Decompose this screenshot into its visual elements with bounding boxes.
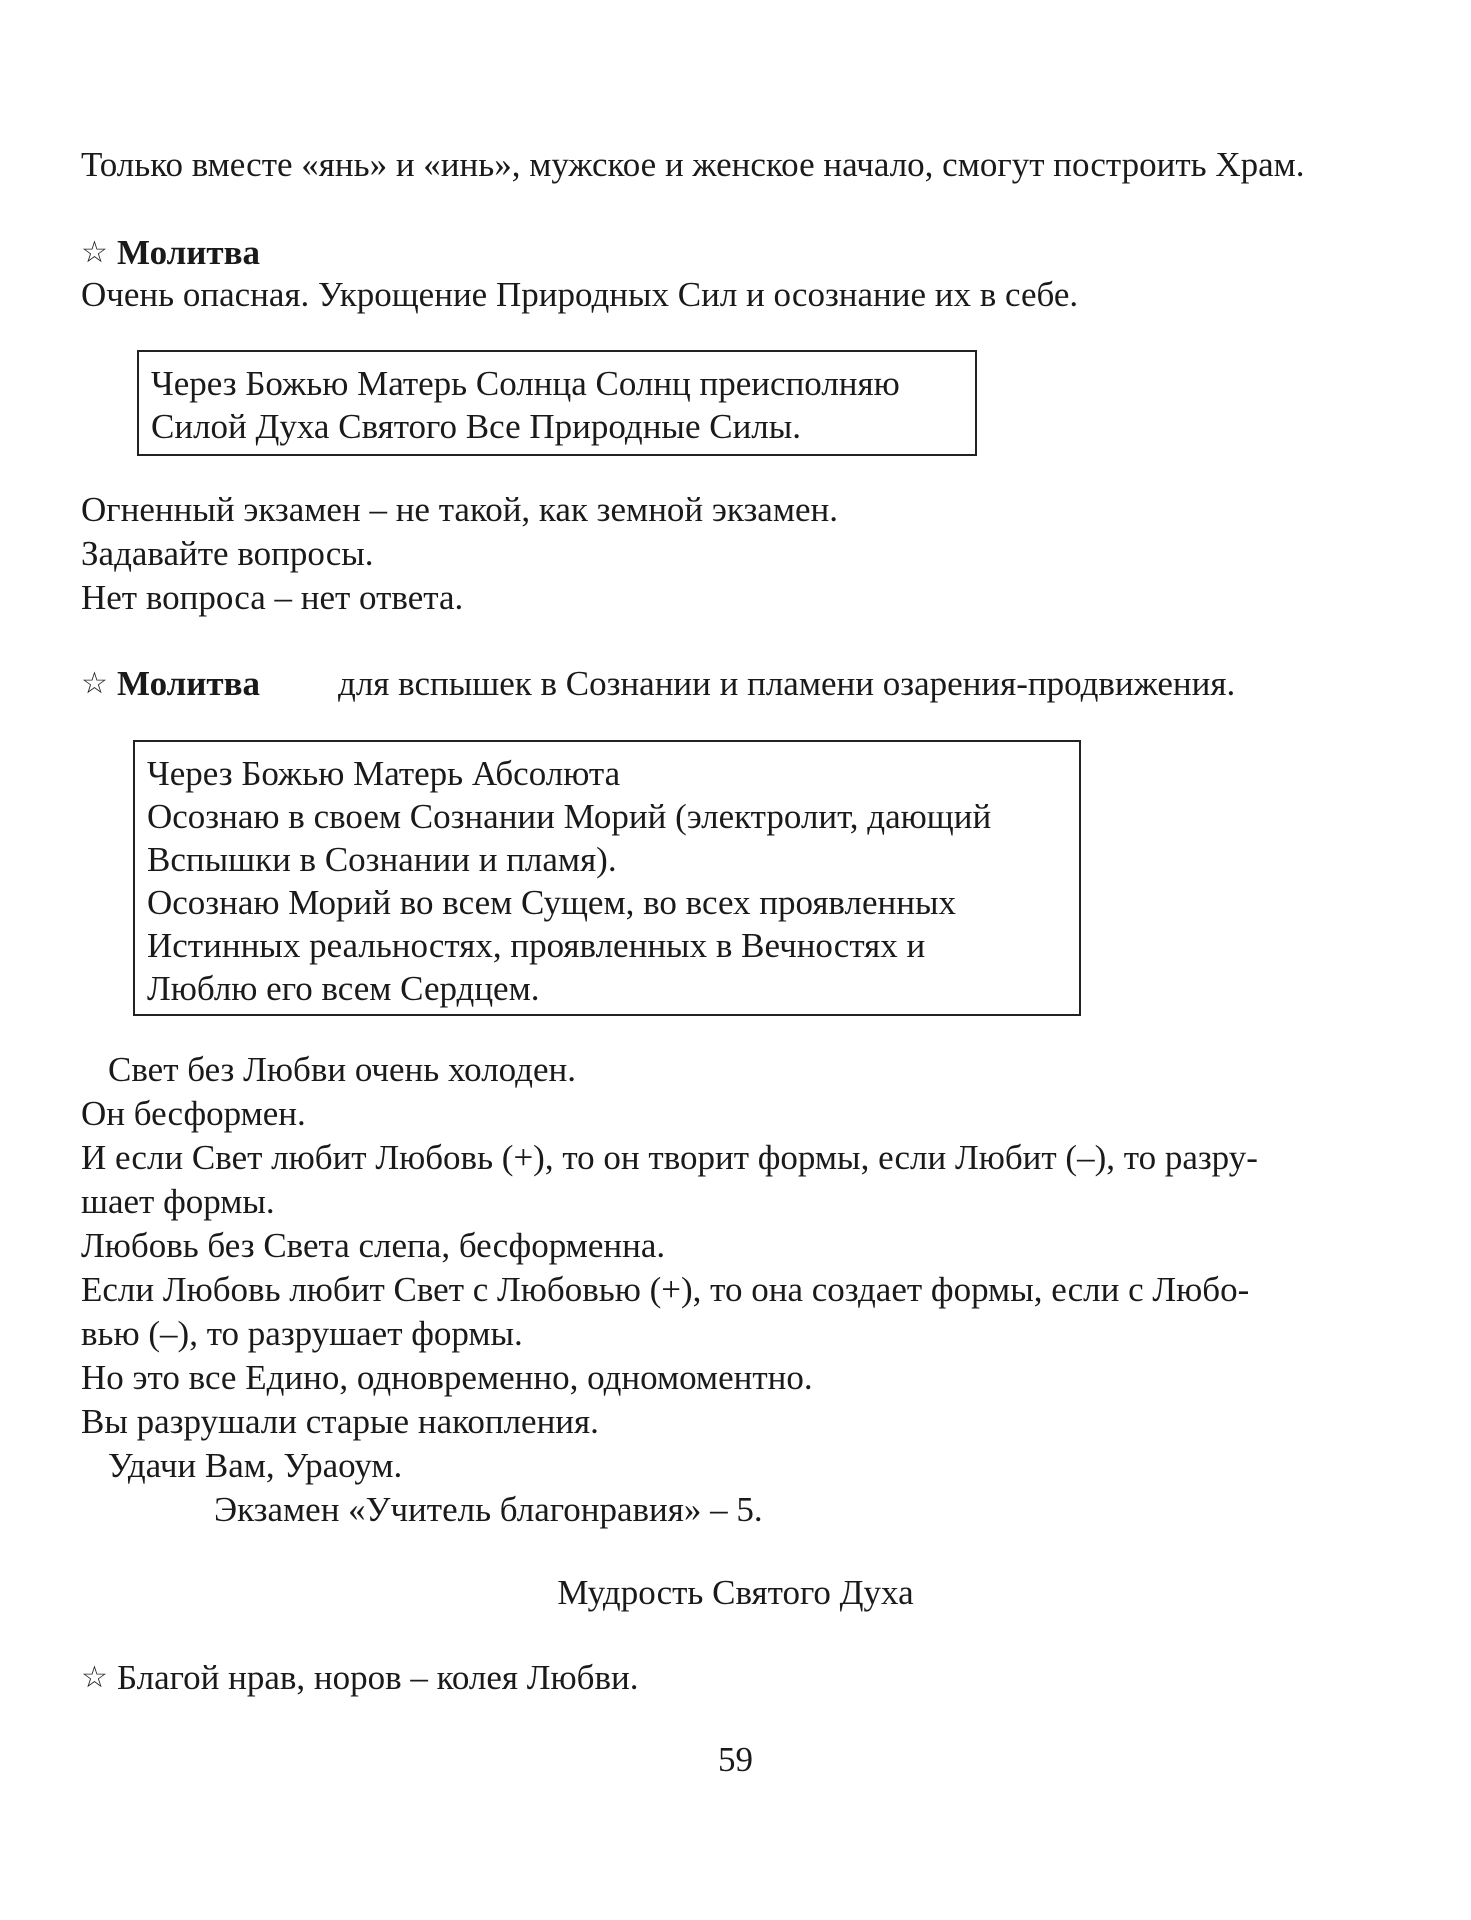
text-line: Огненный экзамен – не такой, как земной экзамен. bbox=[81, 490, 838, 529]
prayer-box-2-line: Истинных реальностях, проявленных в Вечностях и bbox=[147, 926, 926, 965]
star-icon: ☆ bbox=[81, 666, 108, 701]
prayer-box-2-line: Через Божью Матерь Абсолюта bbox=[147, 754, 621, 793]
prayer-box-2-line: Люблю его всем Сердцем. bbox=[147, 969, 540, 1008]
prayer-title-1: Молитва bbox=[117, 233, 261, 272]
prayer-heading-2 bbox=[81, 663, 1235, 705]
section-heading: Мудрость Святого Духа bbox=[557, 1573, 914, 1612]
prayer-box-2-line: Осознаю в своем Сознании Морий (электролит, дающий bbox=[147, 797, 992, 836]
star-icon: ☆ bbox=[81, 1660, 108, 1695]
prayer-box-1 bbox=[137, 350, 977, 456]
prayer-box-1-line: Силой Духа Святого Все Природные Силы. bbox=[151, 407, 802, 446]
prayer-description-1: Очень опасная. Укрощение Природных Сил и осознание их в себе. bbox=[81, 275, 1079, 314]
exam-label: Экзамен «Учитель благонравия» – 5. bbox=[214, 1490, 763, 1529]
text-line: И если Свет любит Любовь (+), то он творит формы, если Любит (–), то разру- bbox=[81, 1138, 1258, 1177]
text-line: Свет без Любви очень холоден. bbox=[108, 1050, 576, 1089]
prayer-box-2-line: Осознаю Морий во всем Сущем, во всех проявленных bbox=[147, 883, 956, 922]
list-item bbox=[81, 1657, 638, 1699]
prayer-heading-1 bbox=[81, 232, 260, 274]
star-icon: ☆ bbox=[81, 235, 108, 270]
prayer-subtitle-2: для вспышек в Сознании и пламени озарения-продвижения. bbox=[338, 664, 1236, 703]
prayer-box-1-line: Через Божью Матерь Солнца Солнц преисполняю bbox=[151, 364, 900, 403]
text-line: Любовь без Света слепа, бесформенна. bbox=[81, 1226, 666, 1265]
text-line: Удачи Вам, Ураоум. bbox=[108, 1446, 403, 1485]
prayer-title-2: Молитва bbox=[117, 664, 261, 703]
text-line: Но это все Едино, одновременно, одномоментно. bbox=[81, 1358, 813, 1397]
page-number: 59 bbox=[718, 1740, 753, 1779]
text-line: шает формы. bbox=[81, 1182, 275, 1221]
text-line: Если Любовь любит Свет с Любовью (+), то она создает формы, если с Любо- bbox=[81, 1270, 1250, 1309]
list-item-text: Благой нрав, норов – колея Любви. bbox=[117, 1658, 639, 1697]
prayer-box-2 bbox=[133, 740, 1081, 1016]
text-line: Задавайте вопросы. bbox=[81, 534, 374, 573]
text-line: Вы разрушали старые накопления. bbox=[81, 1402, 599, 1441]
text-line: вью (–), то разрушает формы. bbox=[81, 1314, 523, 1353]
text-line: Он бесформен. bbox=[81, 1094, 306, 1133]
paragraph-intro: Только вместе «янь» и «инь», мужское и женское начало, смогут построить Храм. bbox=[81, 145, 1305, 184]
text-line: Нет вопроса – нет ответа. bbox=[81, 578, 464, 617]
prayer-box-2-line: Вспышки в Сознании и пламя). bbox=[147, 840, 617, 879]
